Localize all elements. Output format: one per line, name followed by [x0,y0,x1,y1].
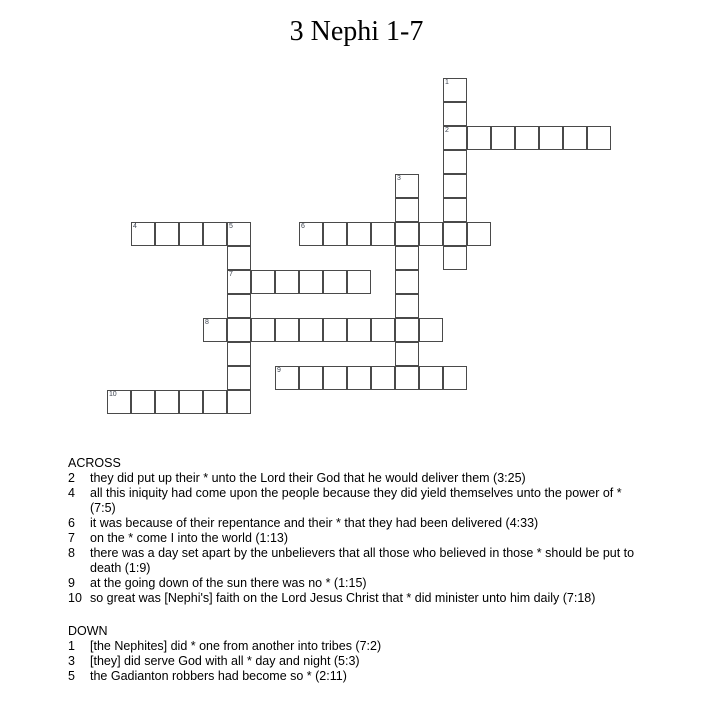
clue-text: all this iniquity had come upon the people because they did yield themselves unto the power of * (7:5) [90,486,622,515]
clue-3 [68,654,652,669]
clue-number: 5 [68,669,75,683]
clue-text: the Gadianton robbers had become so * (2:11) [90,669,347,683]
clue-number: 8 [68,546,75,560]
grid-cell[interactable] [443,78,467,102]
grid-cell[interactable] [323,222,347,246]
page-title: 3 Nephi 1-7 [289,16,424,47]
grid-cell[interactable] [371,222,395,246]
grid-cell[interactable] [395,294,419,318]
grid-cell[interactable] [395,270,419,294]
grid-cell[interactable] [395,342,419,366]
clue-number: 6 [68,516,75,530]
grid-cell[interactable] [155,222,179,246]
clue-text: they did put up their * unto the Lord their God that he would deliver them (3:25) [90,471,526,485]
grid-cell[interactable] [443,366,467,390]
clue-number: 1 [68,639,75,653]
grid-cell[interactable] [299,366,323,390]
cell-number: 2 [445,127,449,134]
grid-cell[interactable] [323,318,347,342]
grid-cell[interactable] [203,318,227,342]
grid-cell[interactable] [155,390,179,414]
grid-cell[interactable] [371,366,395,390]
cell-number: 5 [229,223,233,230]
cell-number: 4 [133,223,137,230]
grid-cell[interactable] [299,318,323,342]
grid-cell[interactable] [323,270,347,294]
grid-cell[interactable] [443,246,467,270]
grid-cell[interactable] [395,246,419,270]
grid-cell[interactable] [227,318,251,342]
grid-cell[interactable] [467,126,491,150]
clue-10 [68,591,652,606]
grid-cell[interactable] [443,150,467,174]
clue-number: 2 [68,471,75,485]
down-clue-list [68,639,652,684]
grid-cell[interactable] [443,222,467,246]
grid-cell[interactable] [491,126,515,150]
grid-cell[interactable] [299,222,323,246]
cell-number: 9 [277,367,281,374]
grid-cell[interactable] [395,174,419,198]
grid-cell[interactable] [467,222,491,246]
clue-text: [they] did serve God with all * day and night (5:3) [90,654,360,668]
clue-number: 4 [68,486,75,500]
down-heading: DOWN [68,624,108,638]
clue-number: 10 [68,591,82,605]
cell-number: 3 [397,175,401,182]
grid-cell[interactable] [251,318,275,342]
grid-cell[interactable] [251,270,275,294]
clue-2 [68,471,652,486]
grid-cell[interactable] [179,222,203,246]
clue-4 [68,486,652,516]
grid-cell[interactable] [131,390,155,414]
grid-cell[interactable] [587,126,611,150]
cell-number: 7 [229,271,233,278]
grid-cell[interactable] [419,318,443,342]
across-clue-list [68,471,652,606]
grid-cell[interactable] [131,222,155,246]
clue-text: it was because of their repentance and their * that they had been delivered (4:33) [90,516,539,530]
cell-number: 1 [445,79,449,86]
grid-cell[interactable] [179,390,203,414]
grid-cell[interactable] [347,318,371,342]
clue-text: at the going down of the sun there was no * (1:15) [90,576,367,590]
grid-cell[interactable] [371,318,395,342]
grid-cell[interactable] [275,270,299,294]
grid-cell[interactable] [275,366,299,390]
grid-cell[interactable] [275,318,299,342]
grid-cell[interactable] [443,174,467,198]
grid-cell[interactable] [227,390,251,414]
grid-cell[interactable] [347,270,371,294]
clue-8 [68,546,652,576]
across-heading: ACROSS [68,456,121,470]
grid-cell[interactable] [443,102,467,126]
cell-number: 8 [205,319,209,326]
grid-cell[interactable] [347,366,371,390]
grid-cell[interactable] [203,390,227,414]
grid-cell[interactable] [227,342,251,366]
grid-cell[interactable] [395,318,419,342]
crossword-grid [107,78,613,416]
grid-cell[interactable] [299,270,323,294]
grid-cell[interactable] [227,270,251,294]
grid-cell[interactable] [395,366,419,390]
clue-6 [68,516,652,531]
grid-cell[interactable] [563,126,587,150]
grid-cell[interactable] [515,126,539,150]
cell-number: 10 [109,391,117,398]
clues-panel [68,456,652,684]
grid-cell[interactable] [323,366,347,390]
grid-cell[interactable] [395,198,419,222]
grid-cell[interactable] [395,222,419,246]
grid-cell[interactable] [227,246,251,270]
grid-cell[interactable] [443,198,467,222]
clue-9 [68,576,652,591]
clue-text: on the * come I into the world (1:13) [90,531,289,545]
clue-number: 7 [68,531,75,545]
grid-cell[interactable] [419,222,443,246]
clue-text: so great was [Nephi's] faith on the Lord Jesus Christ that * did minister unto him daily (7:18) [90,591,596,605]
grid-cell[interactable] [443,126,467,150]
down-clues-section [68,624,652,684]
grid-cell[interactable] [227,222,251,246]
clue-text: there was a day set apart by the unbelievers that all those who believed in those * should be put to death (1:9) [90,546,635,575]
grid-cell[interactable] [539,126,563,150]
clue-7 [68,531,652,546]
grid-cell[interactable] [227,294,251,318]
clue-number: 3 [68,654,75,668]
clue-5 [68,669,652,684]
grid-cell[interactable] [107,390,131,414]
across-clues-section [68,456,652,606]
clue-text: [the Nephites] did * one from another into tribes (7:2) [90,639,382,653]
grid-cell[interactable] [419,366,443,390]
grid-cell[interactable] [227,366,251,390]
cell-number: 6 [301,223,305,230]
grid-cell[interactable] [347,222,371,246]
grid-cell[interactable] [203,222,227,246]
clue-1 [68,639,652,654]
clue-number: 9 [68,576,75,590]
